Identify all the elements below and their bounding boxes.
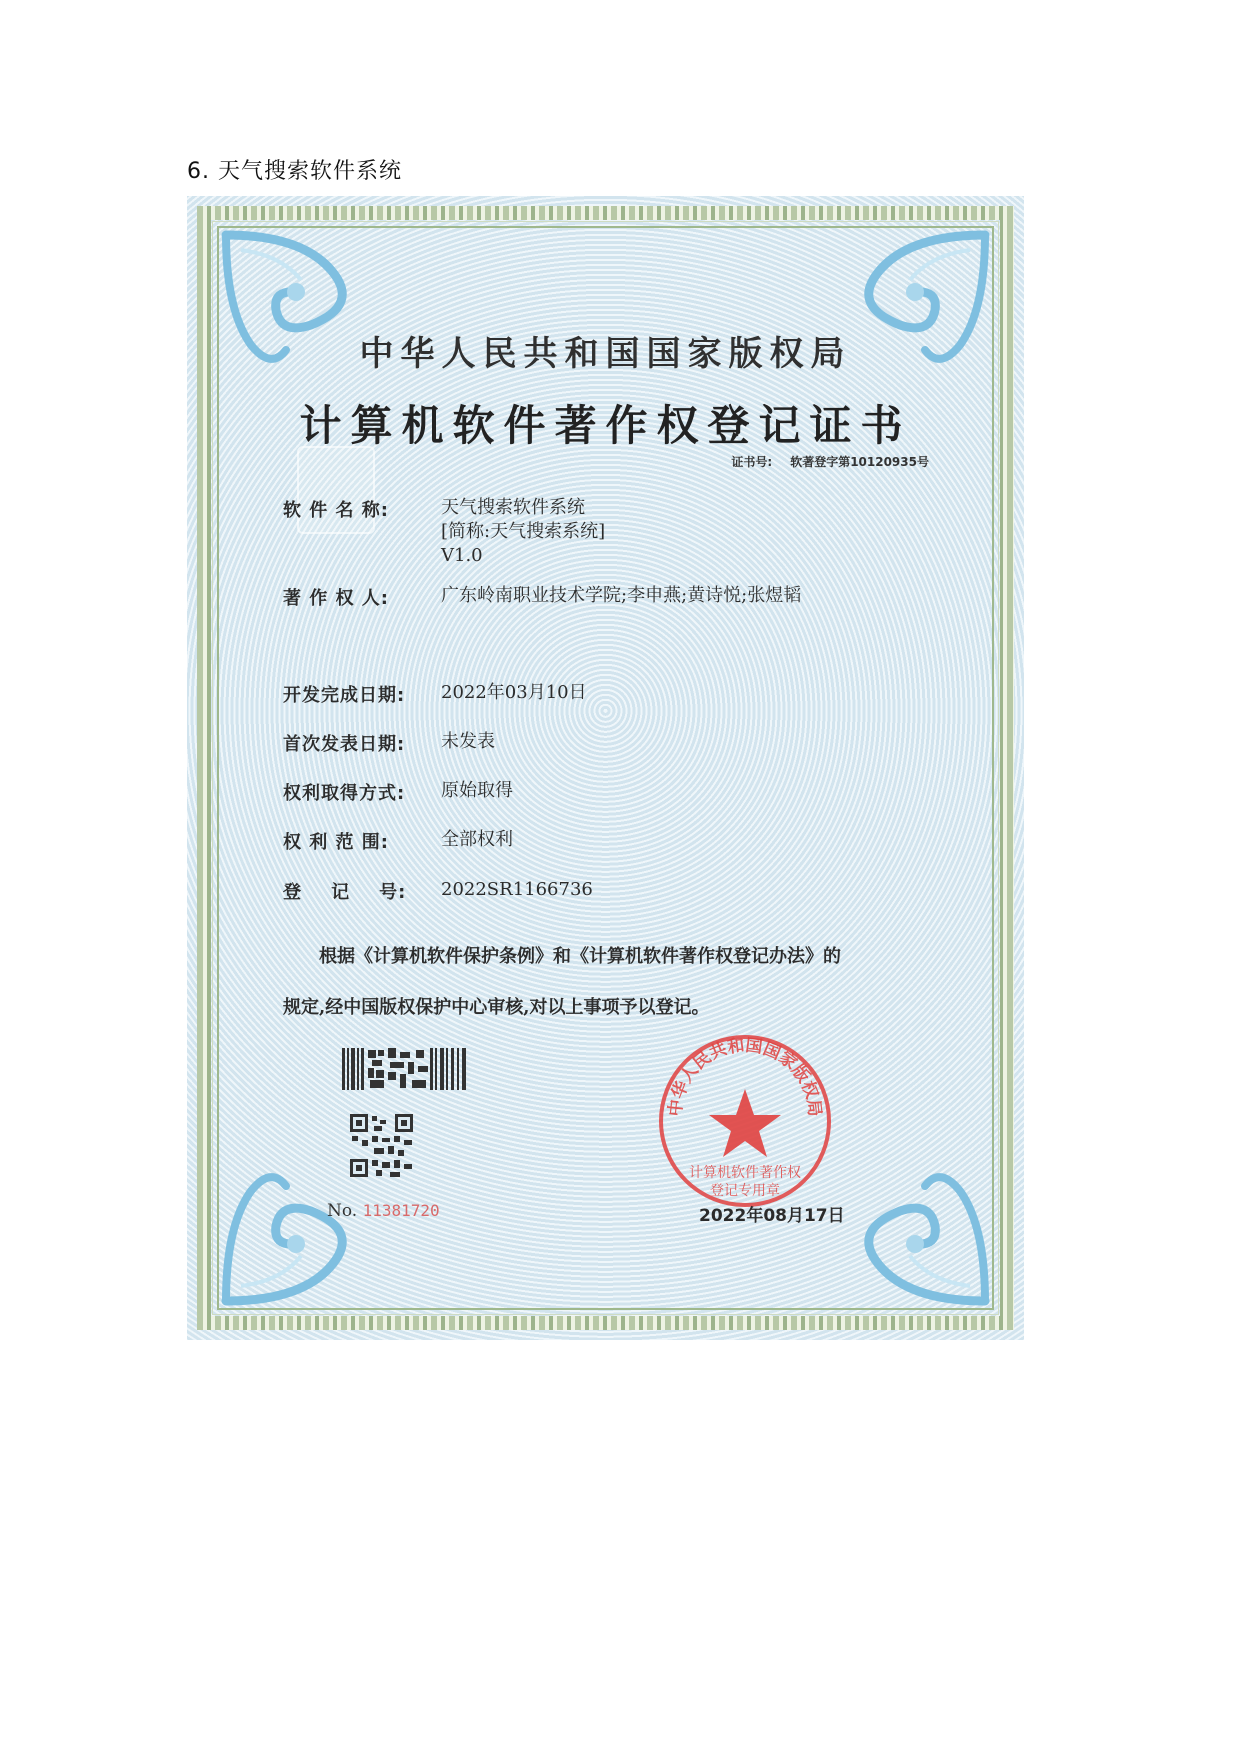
field-value: [441, 779, 513, 803]
field-value: [441, 681, 587, 705]
field-label: 软 件 名 称:: [283, 500, 389, 521]
qr-code-icon: [350, 1114, 413, 1177]
field-value: [441, 496, 605, 568]
field-acquire-method: [283, 779, 513, 805]
certificate-title: 计算机软件著作权登记证书: [299, 401, 912, 450]
field-label: 登 记 号:: [283, 882, 407, 903]
field-label: 开发完成日期:: [283, 685, 406, 706]
statement-line-2: 规定,经中国版权保护中心审核,对以上事项予以登记。: [283, 997, 710, 1018]
corner-ornament-icon: [820, 1156, 990, 1306]
acquire-method-value: 原始取得: [441, 780, 513, 801]
owner-value: 广东岭南职业技术学院;李申燕;黄诗悦;张煜韬: [441, 585, 802, 606]
document-heading: 6. 天气搜索软件系统: [187, 159, 402, 184]
barcode-icon: [342, 1048, 467, 1090]
certificate-number-label: 证书号:: [731, 455, 773, 469]
serial-prefix: No.: [327, 1201, 358, 1221]
statement-line-1: 根据《计算机软件保护条例》和《计算机软件著作权登记办法》的: [319, 946, 841, 967]
issue-date: 2022年08月17日: [699, 1206, 845, 1226]
field-scope: [283, 828, 513, 854]
field-label: 权 利 范 围:: [283, 832, 389, 853]
copyright-certificate: [187, 196, 1024, 1340]
field-completion-date: [283, 681, 587, 707]
seal-inner-line-1: 计算机软件著作权: [689, 1165, 801, 1181]
certificate-inner-border: [217, 226, 994, 1310]
certificate-serial: [327, 1201, 440, 1221]
field-publish-date: [283, 730, 495, 756]
field-value: [441, 878, 593, 902]
field-owner: [283, 584, 802, 610]
issuing-agency: 中华人民共和国国家版权局: [359, 334, 852, 374]
publish-date-value: 未发表: [441, 731, 495, 752]
certificate-number-value: 软著登字第10120935号: [790, 455, 929, 469]
serial-number: 11381720: [362, 1201, 440, 1220]
software-short-name: [简称:天气搜索系统]: [441, 521, 606, 542]
field-label: 著 作 权 人:: [283, 588, 389, 609]
certificate-number: [731, 453, 929, 470]
completion-date-value: 2022年03月10日: [441, 682, 587, 703]
field-registration-number: [283, 878, 593, 904]
field-value: [441, 584, 801, 608]
field-label: 权利取得方式:: [283, 783, 406, 804]
software-version: V1.0: [441, 545, 483, 566]
field-value: [441, 828, 513, 852]
field-software-name: [283, 496, 606, 566]
official-seal-icon: [655, 1031, 835, 1211]
corner-ornament-icon: [221, 1156, 391, 1306]
seal-outer-text: 中华人民共和国国家版权局: [665, 1035, 825, 1118]
field-label: 首次发表日期:: [283, 734, 406, 755]
software-full-name: 天气搜索软件系统: [441, 497, 585, 518]
seal-inner-line-2: 登记专用章: [710, 1183, 780, 1199]
registration-number-value: 2022SR1166736: [441, 879, 593, 900]
scope-value: 全部权利: [441, 829, 513, 850]
field-value: [441, 730, 495, 754]
